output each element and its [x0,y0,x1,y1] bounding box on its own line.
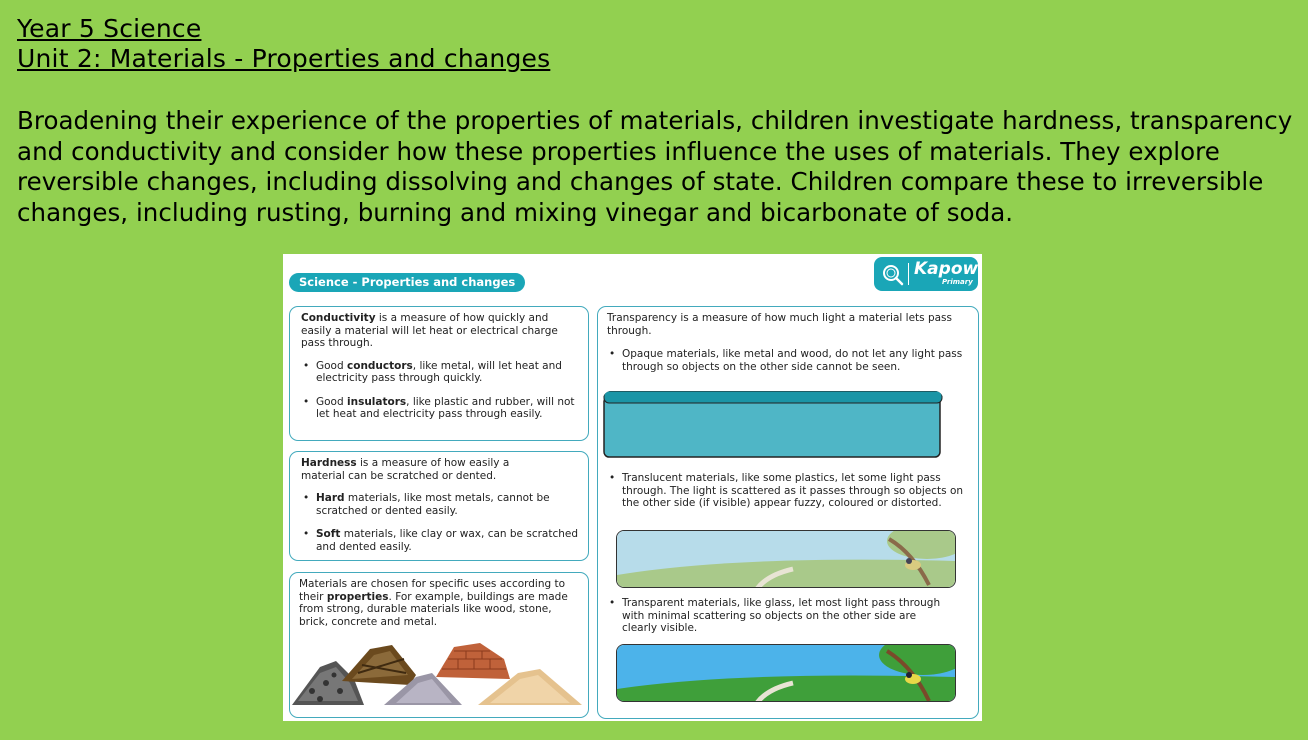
page-title: Year 5 Science [17,14,202,43]
kapow-logo [874,257,978,291]
transparency-box [597,306,979,719]
logo-brand: Kapow [914,259,979,279]
intro-paragraph: Broadening their experience of the properties of materials, children investigate hardness, transparency and conductivity and consider how these properties influence the uses of materials. They explore reversible changes, including dissolving and changes of state. Children compare these to irreversible changes, including rusting, burning and mixing vinegar and bicarbonate of soda. [17,106,1293,227]
card-title-pill: Science - Properties and changes [289,273,525,292]
opaque-panel-image [603,391,943,459]
list-item-transparent: • Transparent materials, like glass, let most light pass through with minimal scattering so objects on the other side are clearly visible. [607,597,970,635]
unit-title: Unit 2: Materials - Properties and changes [17,44,551,73]
transparent-panel-image [616,644,956,702]
hardness-box [289,451,589,561]
material-piles-image [292,639,584,709]
list-item-translucent: • Translucent materials, like some plastics, let some light pass through. The light is scattered as it passes through so objects on the other side (if visible) appear fuzzy, coloured or distorted. [607,472,970,510]
logo-divider [908,263,909,285]
list-item-opaque: • Opaque materials, like metal and wood, do not let any light pass through so objects on the other side cannot be seen. [607,348,970,373]
material-uses-box [289,572,589,718]
logo-sub: Primary [942,278,973,286]
list-item: • Hard materials, like most metals, cannot be scratched or dented easily. [301,492,578,517]
hardness-definition: Hardness is a measure of how easily a material can be scratched or dented. [301,457,510,482]
list-item: • Soft materials, like clay or wax, can be scratched and dented easily. [301,528,578,553]
transparency-definition: Transparency is a measure of how much light a material lets pass through. [607,312,952,337]
knowledge-organiser-card [283,254,982,721]
conductivity-box [289,306,589,441]
list-item: • Good insulators, like plastic and rubber, will not let heat and electricity pass through easily. [301,396,578,421]
list-item: • Good conductors, like metal, will let heat and electricity pass through quickly. [301,360,578,385]
translucent-panel-image [616,530,956,588]
material-uses-text: Materials are chosen for specific uses according to their properties. For example, buildings are made from strong, durable materials like wood, stone, brick, concrete and metal. [299,578,568,628]
conductivity-definition: Conductivity is a measure of how quickly and easily a material will let heat or electrical charge pass through. [301,312,558,349]
magnifier-icon [881,263,905,287]
heading [17,14,550,74]
